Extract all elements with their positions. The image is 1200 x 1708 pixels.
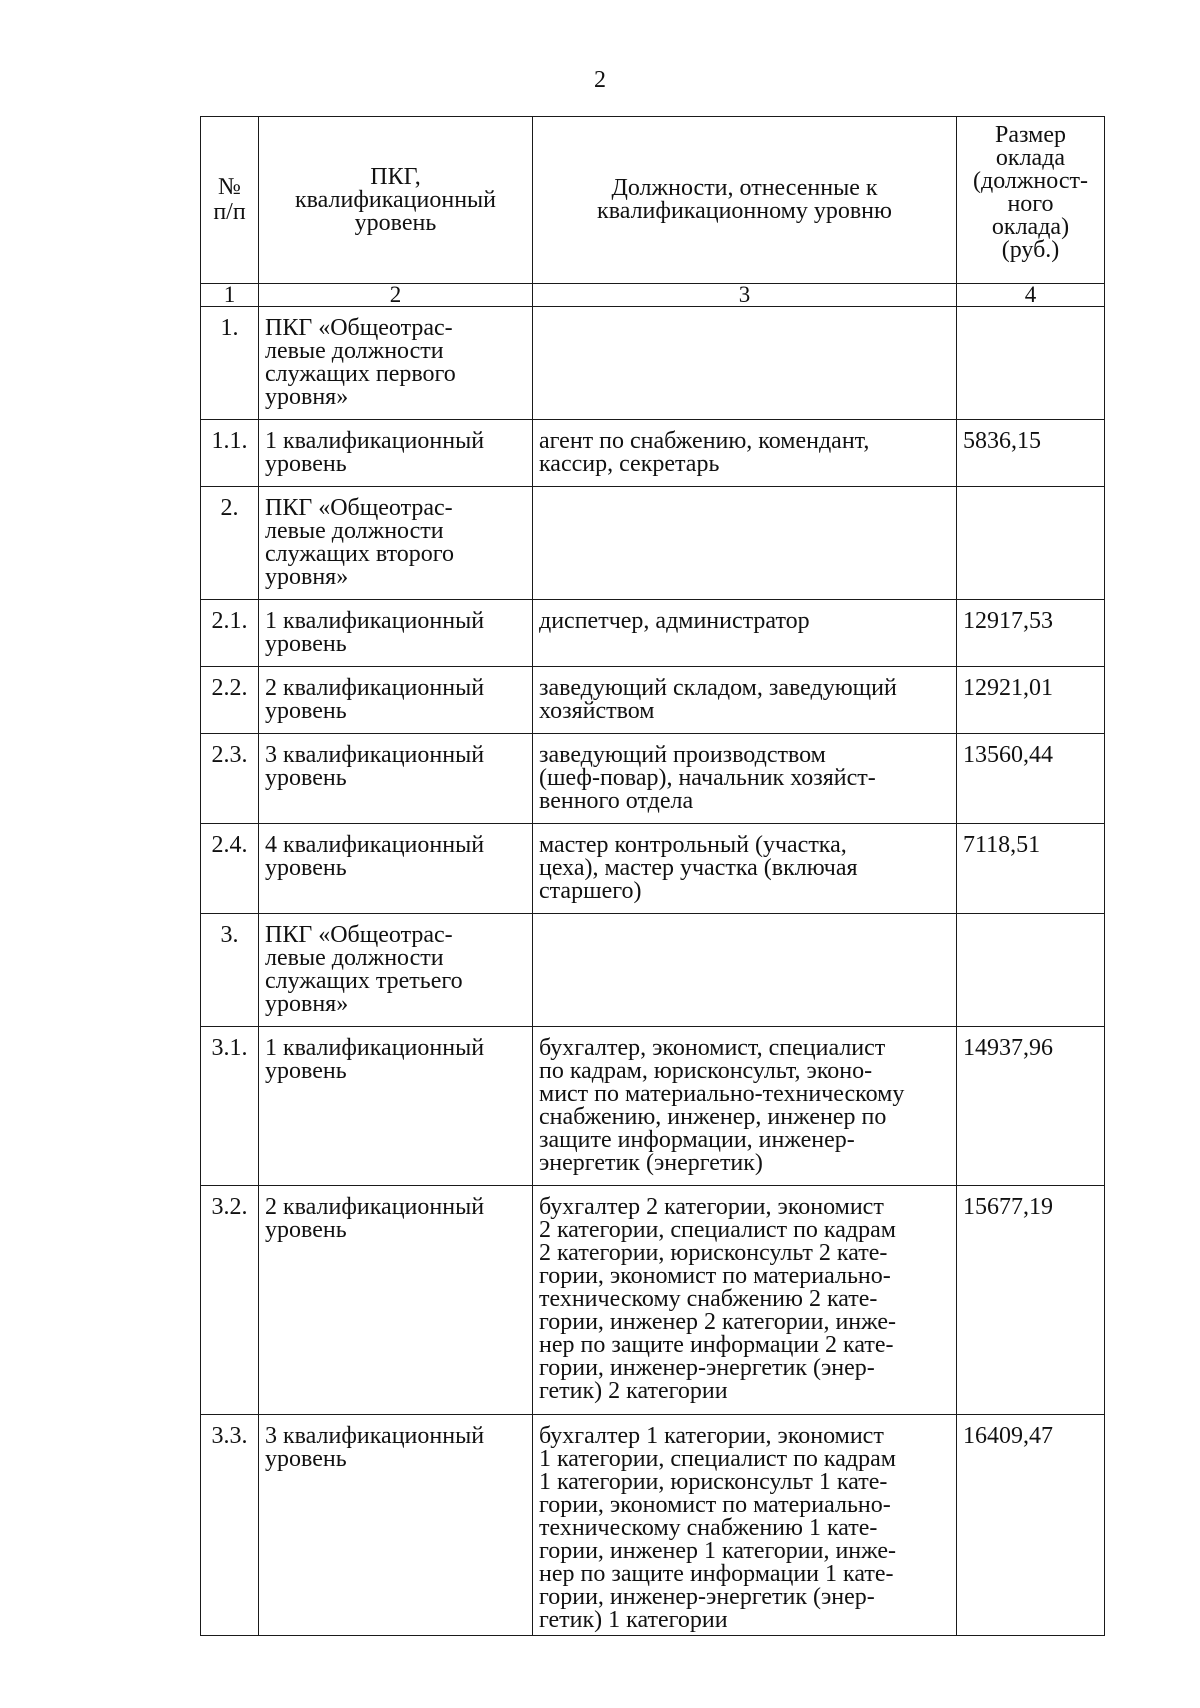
row-group: 2 квалификационный уровень <box>259 667 533 734</box>
row-group: 2 квалификационный уровень <box>259 1186 533 1415</box>
table-row <box>201 1415 1105 1636</box>
row-number: 3.1. <box>201 1027 259 1186</box>
table-row <box>201 824 1105 914</box>
row-group: 1 квалификационный уровень <box>259 1027 533 1186</box>
row-positions: заведующий складом, заведующий хозяйством <box>533 667 957 734</box>
row-number: 3.3. <box>201 1415 259 1636</box>
column-number: 2 <box>259 284 533 307</box>
row-number: 3. <box>201 914 259 1027</box>
row-number: 2. <box>201 487 259 600</box>
row-salary <box>957 914 1105 1027</box>
header-group: ПКГ, квалификационный уровень <box>259 117 533 284</box>
table-row <box>201 600 1105 667</box>
row-salary: 15677,19 <box>957 1186 1105 1415</box>
row-group: ПКГ «Общеотрас- левые должности служащих второго уровня» <box>259 487 533 600</box>
row-salary <box>957 487 1105 600</box>
row-number: 2.2. <box>201 667 259 734</box>
row-number: 2.3. <box>201 734 259 824</box>
column-number: 3 <box>533 284 957 307</box>
row-salary: 14937,96 <box>957 1027 1105 1186</box>
table-row <box>201 734 1105 824</box>
row-group: 3 квалификационный уровень <box>259 1415 533 1636</box>
row-group: ПКГ «Общеотрас- левые должности служащих первого уровня» <box>259 307 533 420</box>
table-row <box>201 307 1105 420</box>
row-salary: 12921,01 <box>957 667 1105 734</box>
row-salary <box>957 307 1105 420</box>
row-group: 3 квалификационный уровень <box>259 734 533 824</box>
row-number: 1. <box>201 307 259 420</box>
header-number: № п/п <box>201 117 259 284</box>
row-positions <box>533 487 957 600</box>
row-positions: бухгалтер 1 категории, экономист 1 категории, специалист по кадрам 1 категории, юрисконсульт 1 кате- гории, экономист по материально- техническому снабжению 1 кате- гории, инженер 1 категории, инже- нер по защите информации 1 кате- гории, инженер-энергетик (энер- гетик) 1 категории <box>533 1415 957 1636</box>
row-salary: 13560,44 <box>957 734 1105 824</box>
row-salary: 12917,53 <box>957 600 1105 667</box>
row-salary: 7118,51 <box>957 824 1105 914</box>
row-positions <box>533 307 957 420</box>
row-number: 1.1. <box>201 420 259 487</box>
row-number: 2.1. <box>201 600 259 667</box>
table-row <box>201 1186 1105 1415</box>
row-salary: 16409,47 <box>957 1415 1105 1636</box>
header-salary: Размер оклада (должност- ного оклада) (руб.) <box>957 117 1105 284</box>
row-number: 3.2. <box>201 1186 259 1415</box>
row-group: 4 квалификационный уровень <box>259 824 533 914</box>
table-header-row <box>201 117 1105 284</box>
row-group: 1 квалификационный уровень <box>259 600 533 667</box>
column-number: 1 <box>201 284 259 307</box>
row-positions: заведующий производством (шеф-повар), начальник хозяйст- венного отдела <box>533 734 957 824</box>
row-group: 1 квалификационный уровень <box>259 420 533 487</box>
column-number: 4 <box>957 284 1105 307</box>
row-positions: бухгалтер, экономист, специалист по кадрам, юрисконсульт, эконо- мист по материально-техническому снабжению, инженер, инженер по защите информации, инженер- энергетик (энергетик) <box>533 1027 957 1186</box>
row-positions: агент по снабжению, комендант, кассир, секретарь <box>533 420 957 487</box>
row-positions: мастер контрольный (участка, цеха), мастер участка (включая старшего) <box>533 824 957 914</box>
row-group: ПКГ «Общеотрас- левые должности служащих третьего уровня» <box>259 914 533 1027</box>
row-positions <box>533 914 957 1027</box>
column-numbers-row <box>201 284 1105 307</box>
table-row <box>201 1027 1105 1186</box>
row-positions: бухгалтер 2 категории, экономист 2 категории, специалист по кадрам 2 категории, юрисконсульт 2 кате- гории, экономист по материально- техническому снабжению 2 кате- гории, инженер 2 категории, инже- нер по защите информации 2 кате- гории, инженер-энергетик (энер- гетик) 2 категории <box>533 1186 957 1415</box>
table-row <box>201 914 1105 1027</box>
table-row <box>201 487 1105 600</box>
salary-table <box>200 116 1105 1636</box>
table-row <box>201 667 1105 734</box>
page-number: 2 <box>594 67 606 93</box>
row-salary: 5836,15 <box>957 420 1105 487</box>
row-number: 2.4. <box>201 824 259 914</box>
header-positions: Должности, отнесенные к квалификационному уровню <box>533 117 957 284</box>
row-positions: диспетчер, администратор <box>533 600 957 667</box>
table-row <box>201 420 1105 487</box>
